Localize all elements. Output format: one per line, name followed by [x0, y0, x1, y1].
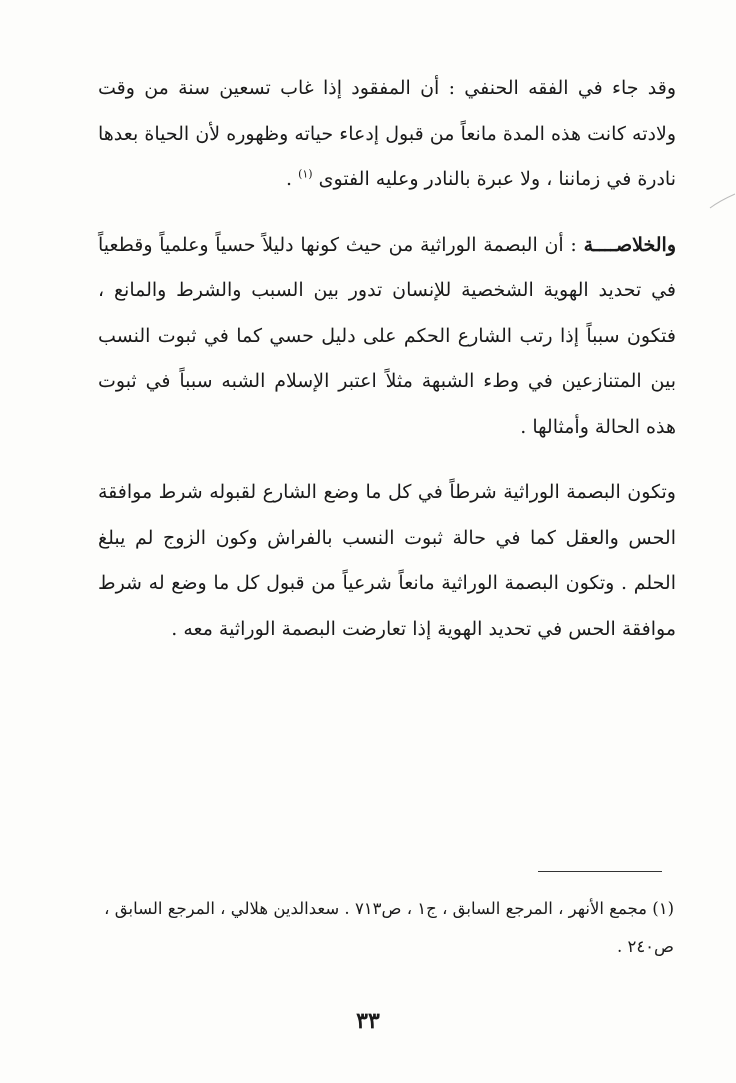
summary-heading: والخلاصــــة [583, 233, 676, 256]
paragraph-1-tail: . [285, 168, 293, 190]
paragraph-1-text: وقد جاء في الفقه الحنفي : أن المفقود إذا غاب تسعين سنة من وقت ولادته كانت هذه المدة مانعاً من قبول إدعاء حياته وظهوره لأن الحياة بعدها نادرة في زماننا ، ولا عبرة بالنادر وعليه الفتوى [98, 77, 676, 190]
paragraph-3 [98, 470, 676, 652]
footnote-text: (١) مجمع الأنهر ، المرجع السابق ، ج١ ، ص٧١٣ . سعدالدين هلالي ، المرجع السابق ، ص٢٤٠ . [104, 899, 674, 956]
paragraph-3-text: وتكون البصمة الوراثية شرطاً في كل ما وضع الشارع لقبوله شرط موافقة الحس والعقل كما في حالة ثبوت النسب بالفراش وكون الزوج لم يبلغ الحلم . وتكون البصمة الوراثية مانعاً شرعياً من قبول كل ما وضع له شرط موافقة الحس في تحديد الهوية إذا تعارضت البصمة الوراثية معه . [98, 481, 676, 640]
paragraph-2-text: : أن البصمة الوراثية من حيث كونها دليلاً حسياً وعلمياً وقطعياً في تحديد الهوية الشخصية للإنسان تدور بين السبب والشرط والمانع ، فتكون سبباً إذا رتب الشارع الحكم على دليل حسي كما في ثبوت النسب بين المتنازعين في وطء الشبهة مثلاً اعتبر الإسلام الشبه سبباً في ثبوت هذه الحالة وأمثالها . [98, 233, 676, 438]
footnote [84, 890, 674, 966]
paragraph-1 [98, 66, 676, 203]
body-text [98, 66, 676, 672]
footnote-reference[interactable]: (١) [298, 167, 313, 181]
page-number: ٣٣ [356, 1008, 380, 1034]
paragraph-2 [98, 223, 676, 451]
binding-shadow-mark [708, 188, 736, 216]
footnote-divider [538, 871, 662, 872]
